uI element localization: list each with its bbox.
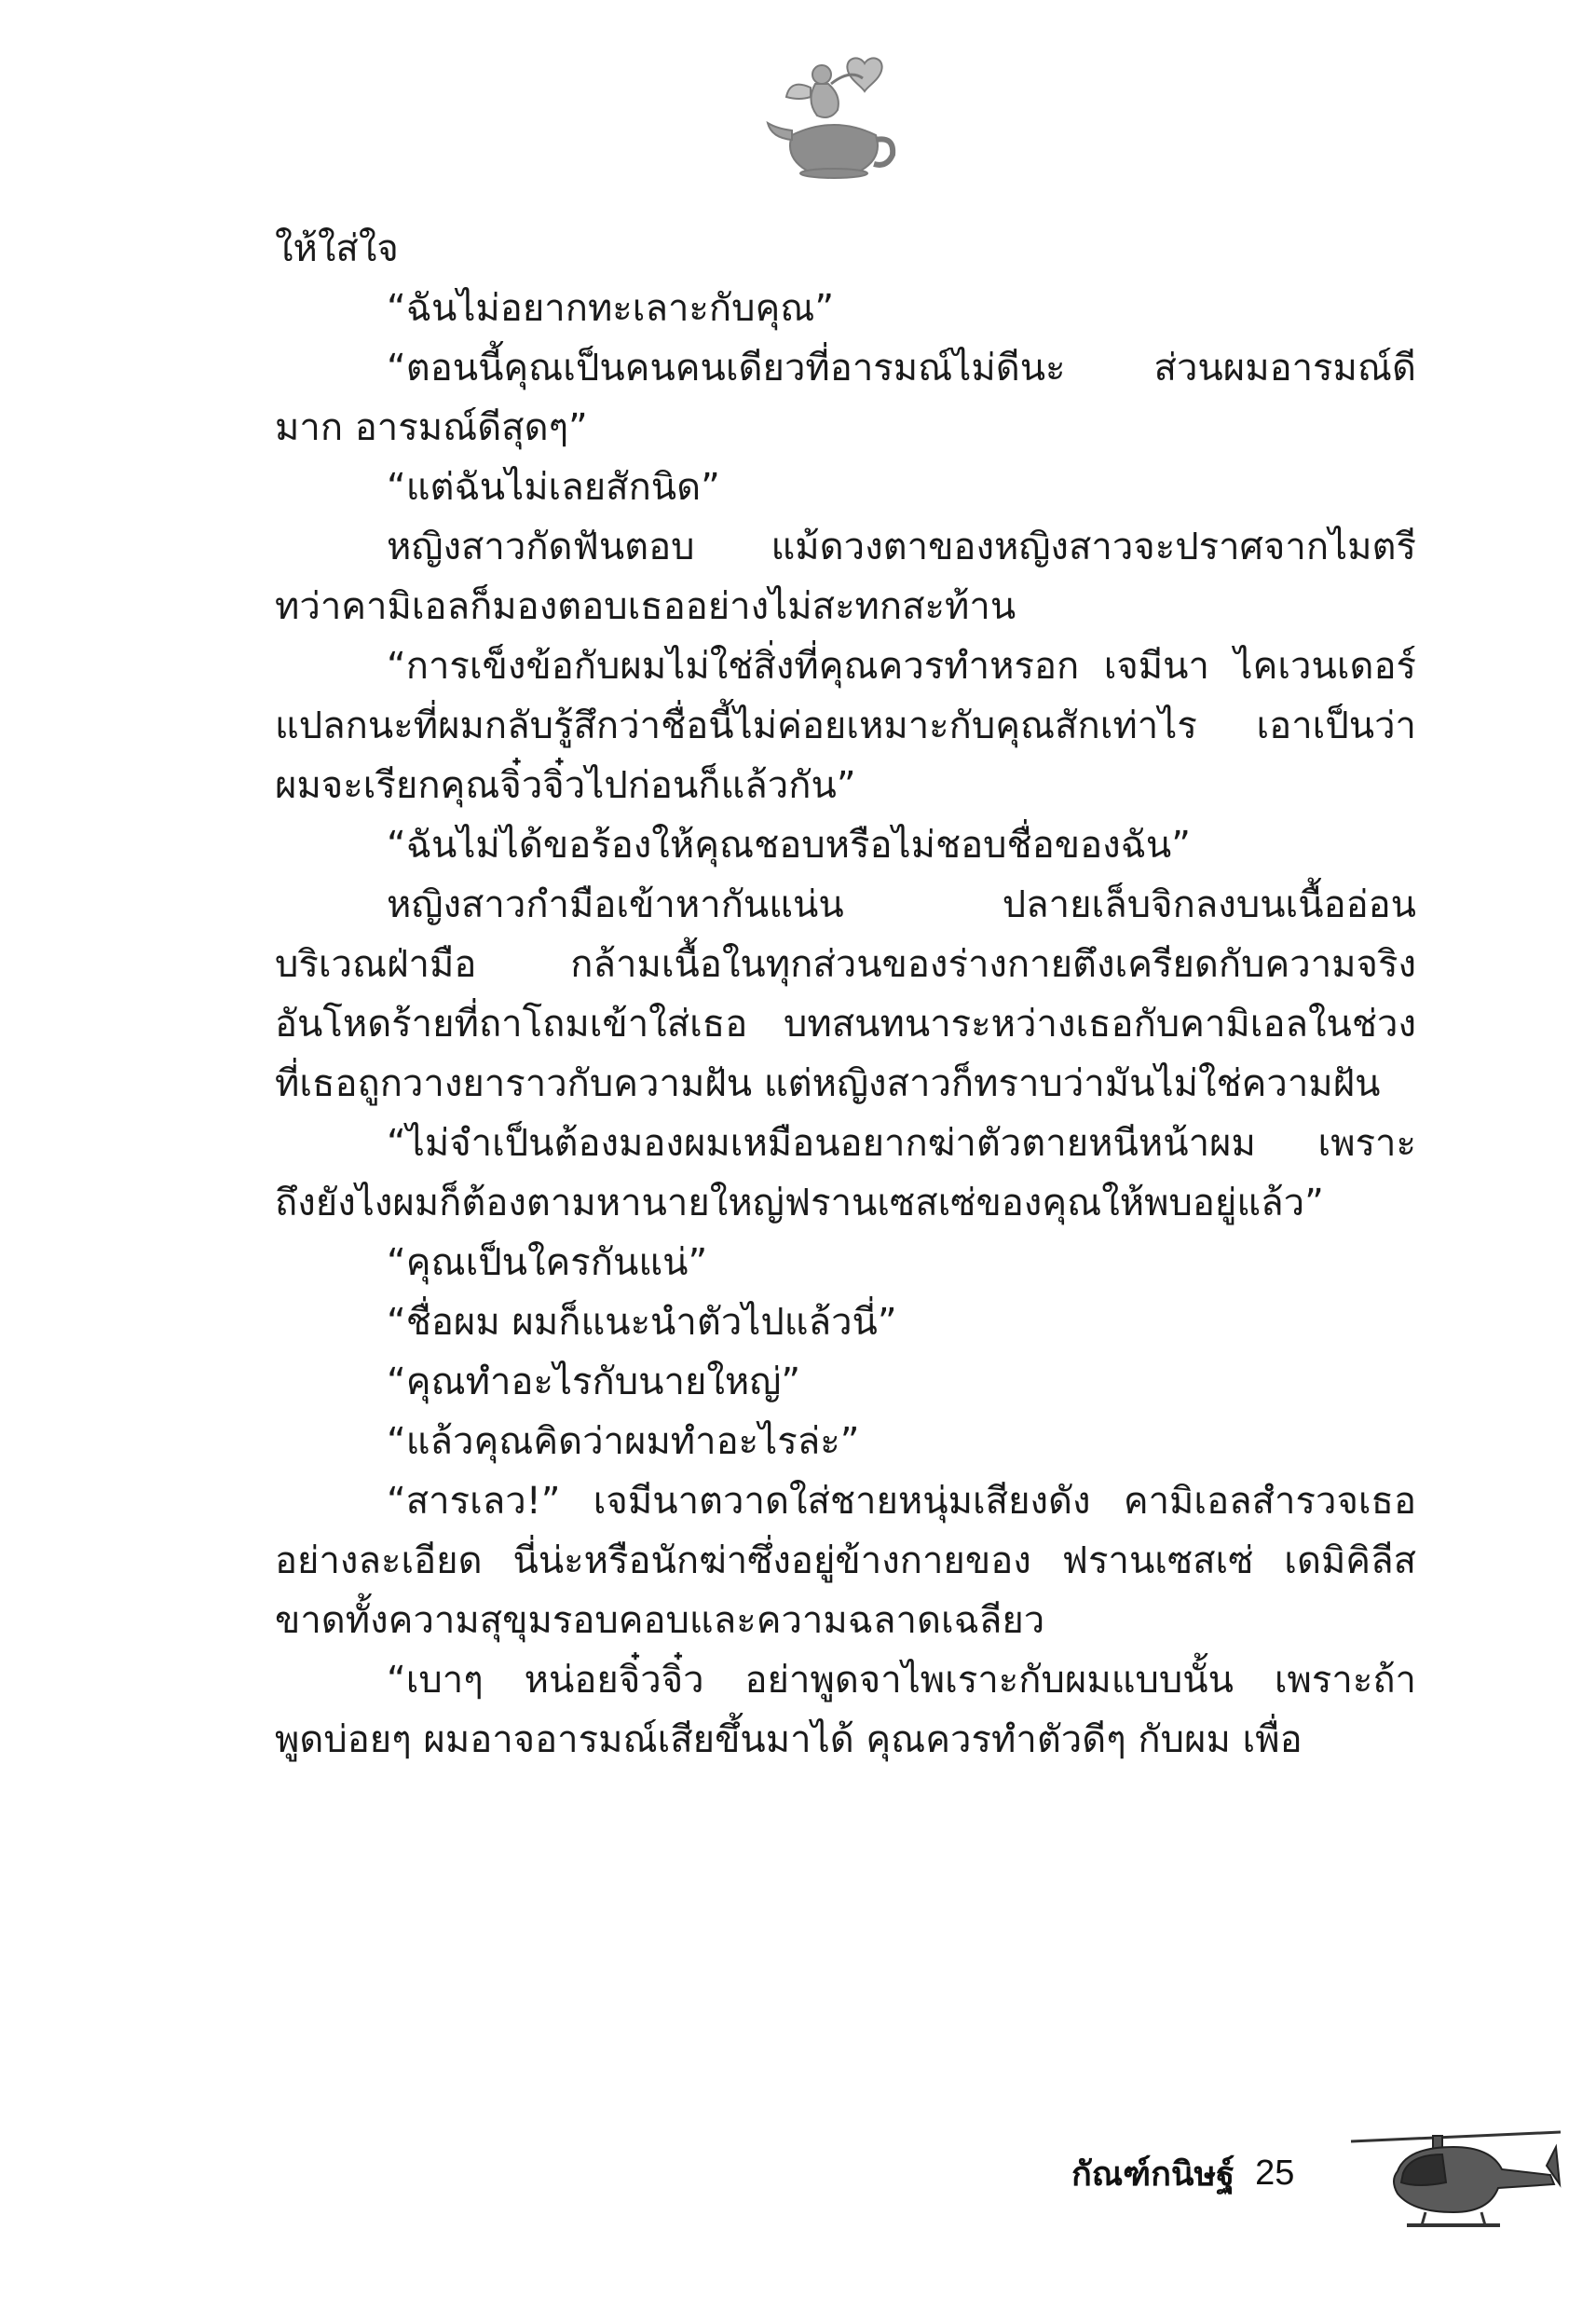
text-line: “ตอนนี้คุณเป็นคนคนเดียวที่อารมณ์ไม่ดีนะ ส่วนผมอารมณ์ดี (387, 347, 1416, 390)
paragraph (275, 338, 1416, 458)
text-line: “ฉันไม่อยากทะเลาะกับคุณ” (387, 287, 835, 330)
text-line: “คุณทำอะไรกับนายใหญ่” (387, 1361, 801, 1403)
text-line: “ชื่อผม ผมก็แนะนำตัวไปแล้วนี่” (387, 1301, 897, 1344)
text-line: หญิงสาวกัดฟันตอบ แม้ดวงตาของหญิงสาวจะปราศจากไมตรี (387, 526, 1416, 568)
text-line: พูดบ่อยๆ ผมอาจอารมณ์เสียขึ้นมาได้ คุณควรทำตัวดีๆ กับผม เพื่อ (275, 1718, 1303, 1761)
page-footer (1071, 2143, 1294, 2203)
text-line: ถึงยังไงผมก็ต้องตามหานายใหญ่ฟรานเซสเซ่ของคุณให้พบอยู่แล้ว” (275, 1182, 1324, 1224)
text-line: “คุณเป็นใครกันแน่” (387, 1241, 708, 1284)
paragraph (275, 219, 1416, 279)
text-line: ให้ใส่ใจ (275, 227, 399, 270)
paragraph (275, 1412, 1416, 1471)
text-line: บริเวณฝ่ามือ กล้ามเนื้อในทุกส่วนของร่างกายตึงเครียดกับความจริง (275, 943, 1416, 986)
paragraph (275, 1114, 1416, 1233)
paragraph (275, 279, 1416, 338)
text-line: อันโหดร้ายที่ถาโถมเข้าใส่เธอ บทสนทนาระหว่างเธอกับคามิเอลในช่วง (275, 1003, 1416, 1046)
text-line: “การเข็งข้อกับผมไม่ใช่สิ่งที่คุณควรทำหรอก เจมีนา ไคเวนเดอร์ (387, 645, 1416, 688)
body-text (275, 219, 1416, 1770)
paragraph (275, 1471, 1416, 1650)
paragraph (275, 815, 1416, 875)
helicopter-icon (1342, 2115, 1565, 2255)
paragraph (275, 875, 1416, 1114)
text-line: อย่างละเอียด นี่น่ะหรือนักฆ่าซึ่งอยู่ข้างกายของ ฟรานเซสเซ่ เดมิคิลีส (275, 1539, 1416, 1582)
text-line: หญิงสาวกำมือเข้าหากันแน่น ปลายเล็บจิกลงบนเนื้ออ่อน (387, 883, 1416, 926)
text-line: “ฉันไม่ได้ขอร้องให้คุณชอบหรือไม่ชอบชื่อของฉัน” (387, 824, 1191, 867)
text-line: “แต่ฉันไม่เลยสักนิด” (387, 466, 720, 509)
paragraph (275, 458, 1416, 517)
text-line: ผมจะเรียกคุณจิ๋วจิ๋วไปก่อนก็แล้วกัน” (275, 764, 856, 807)
book-title: กัณฑ์กนิษฐ์ (1071, 2154, 1235, 2194)
cupid-teapot-ornament-icon (764, 47, 904, 186)
text-line: ที่เธอถูกวางยาราวกับความฝัน แต่หญิงสาวก็ทราบว่ามันไม่ใช่ความฝัน (275, 1062, 1381, 1105)
page-number: 25 (1255, 2153, 1295, 2193)
paragraph (275, 1233, 1416, 1292)
paragraph (275, 1292, 1416, 1352)
paragraph (275, 1650, 1416, 1770)
text-line: มาก อารมณ์ดีสุดๆ” (275, 406, 588, 449)
text-line: แปลกนะที่ผมกลับรู้สึกว่าชื่อนี้ไม่ค่อยเหมาะกับคุณสักเท่าไร เอาเป็นว่า (275, 704, 1416, 747)
paragraph (275, 517, 1416, 636)
text-line: “เบาๆ หน่อยจิ๋วจิ๋ว อย่าพูดจาไพเราะกับผมแบบนั้น เพราะถ้า (387, 1659, 1416, 1702)
paragraph (275, 636, 1416, 815)
paragraph (275, 1352, 1416, 1412)
text-line: “แล้วคุณคิดว่าผมทำอะไรล่ะ” (387, 1420, 860, 1463)
text-line: “สารเลว!” เจมีนาตวาดใส่ชายหนุ่มเสียงดัง คามิเอลสำรวจเธอ (387, 1480, 1416, 1523)
text-line: “ไม่จำเป็นต้องมองผมเหมือนอยากฆ่าตัวตายหนีหน้าผม เพราะ (387, 1122, 1416, 1165)
text-line: ทว่าคามิเอลก็มองตอบเธออย่างไม่สะทกสะท้าน (275, 585, 1016, 628)
text-line: ขาดทั้งความสุขุมรอบคอบและความฉลาดเฉลียว (275, 1599, 1045, 1642)
